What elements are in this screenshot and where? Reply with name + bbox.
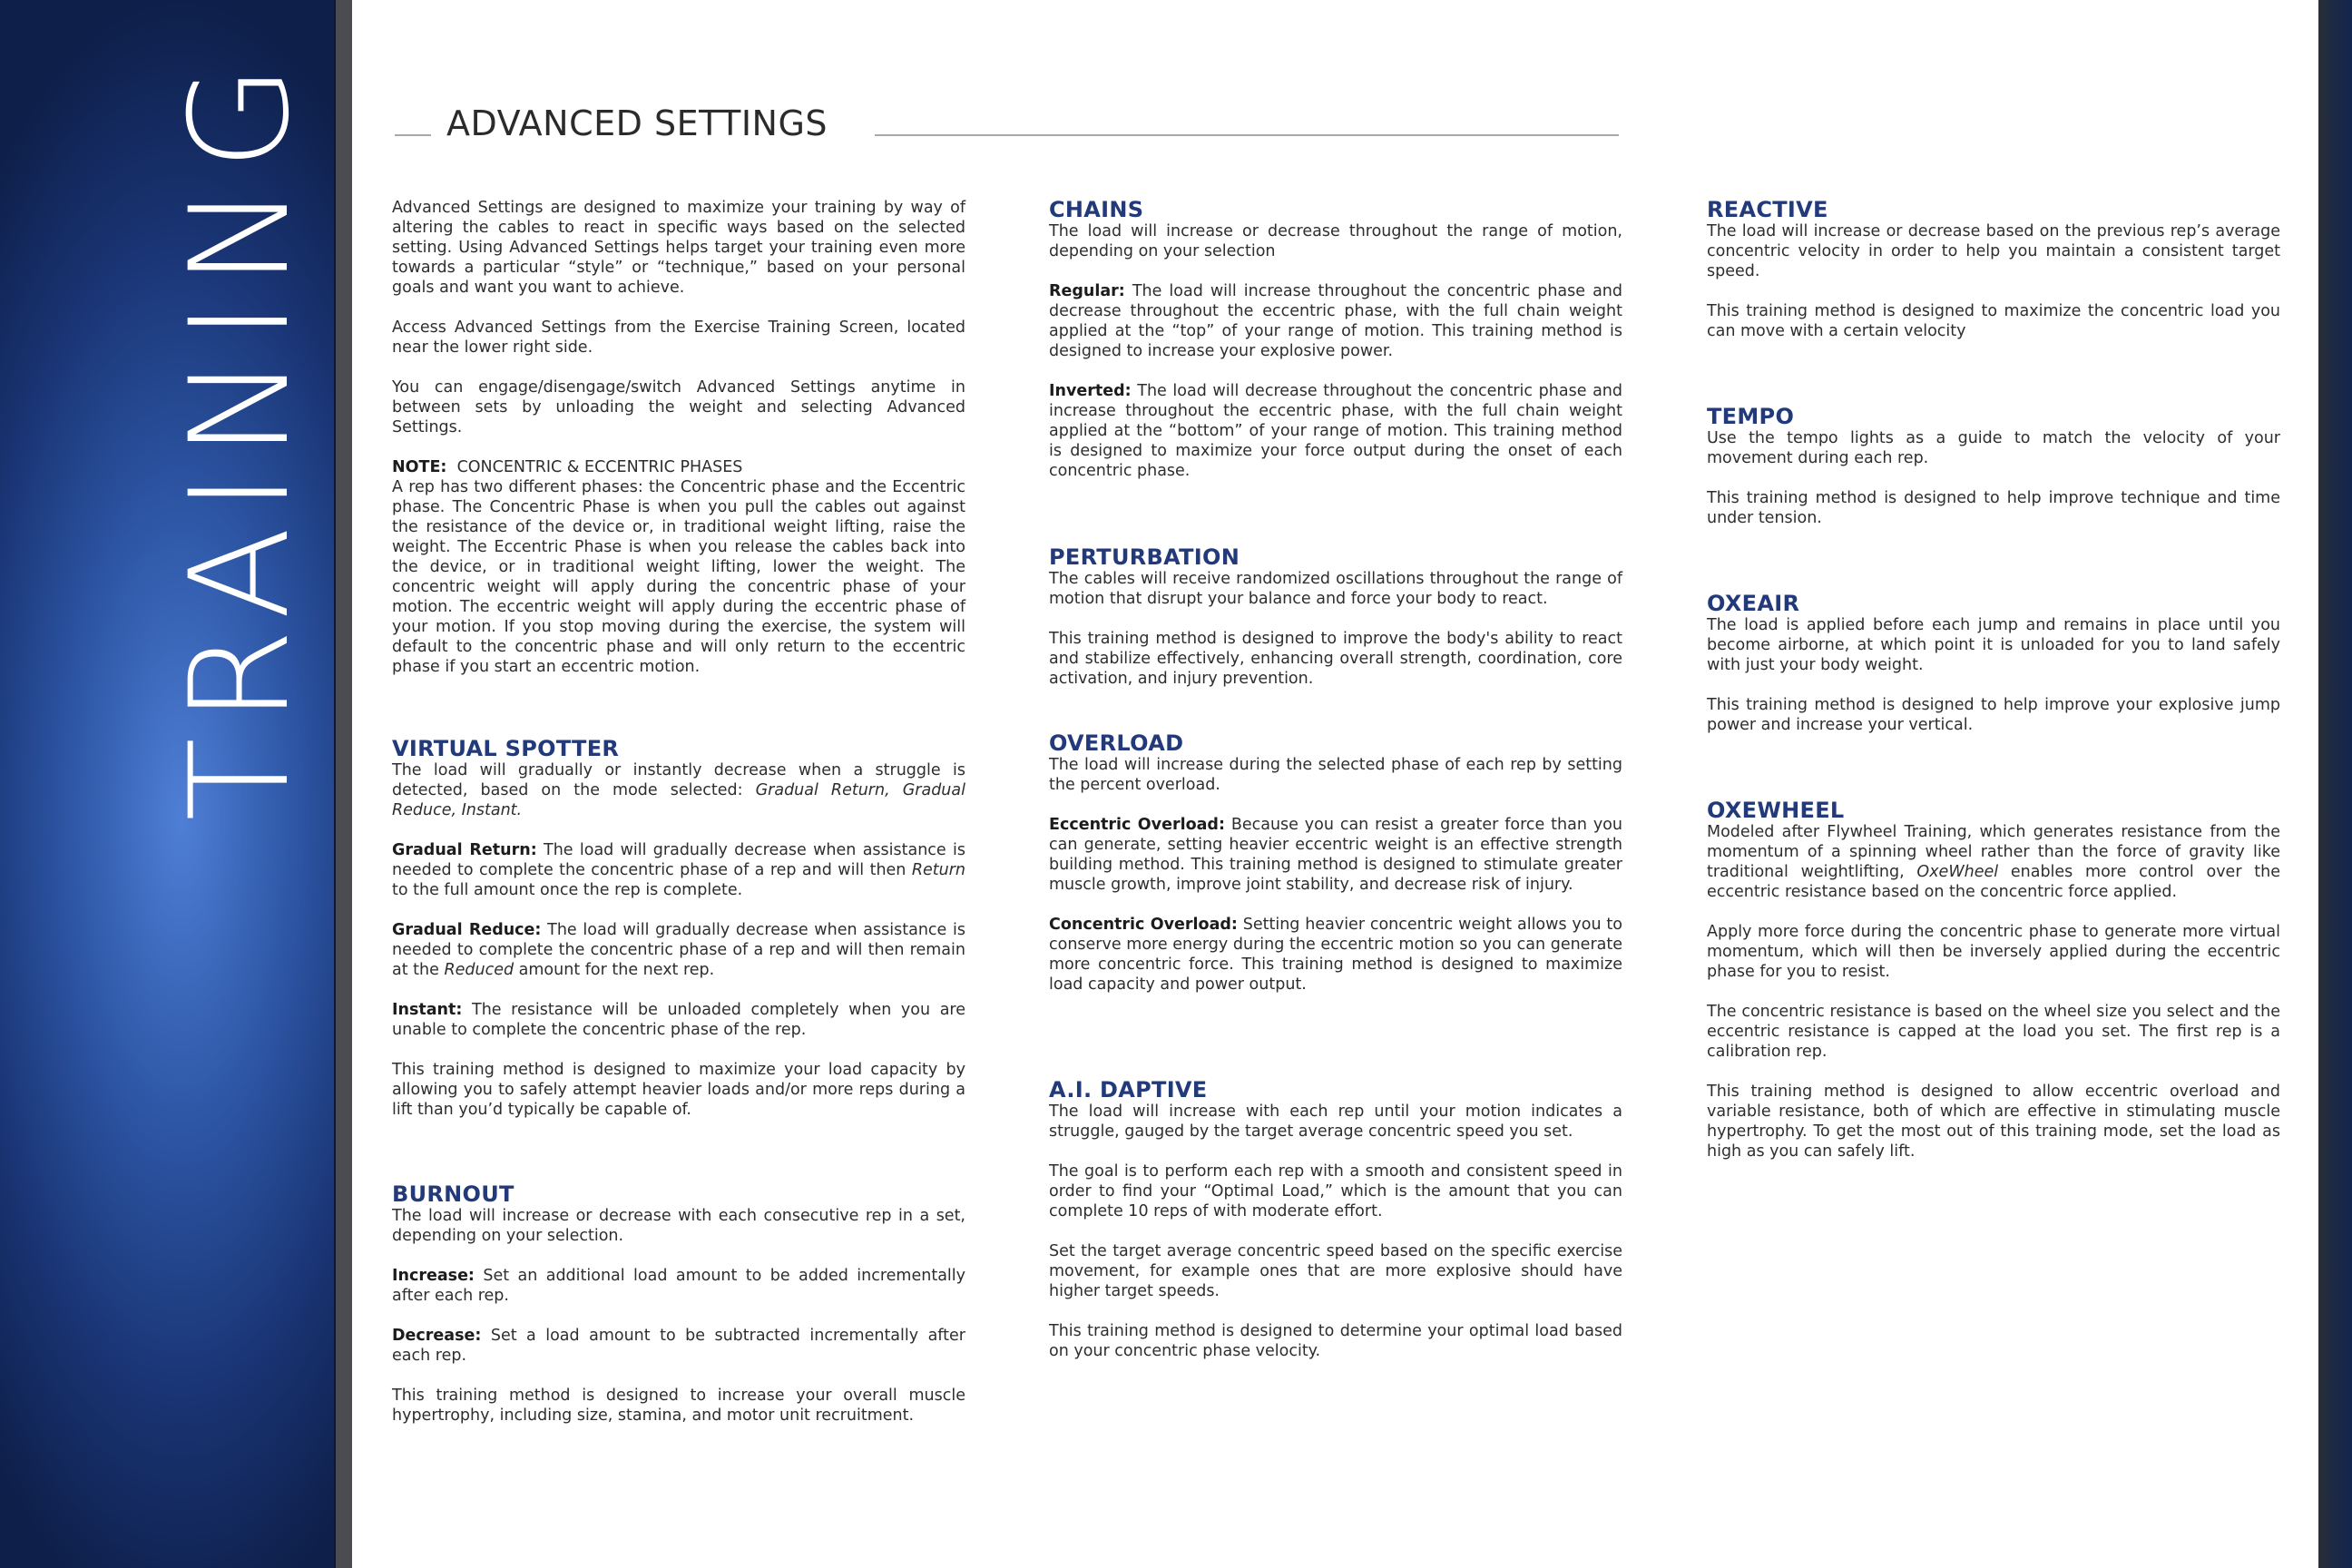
note-body: A rep has two different phases: the Concentric phase and the Eccentric phase. The Concentric Phase is when you pull the cables out against the resistance of the device or, in traditional weight lifting, raise the weight. The Eccentric Phase is when you release the cables back into the device, or in traditional weight lifting, lower the weight. The concentric weight will apply during the concentric phase of your motion. The eccentric weight will apply during the eccentric phase of your motion. If you stop moving during the exercise, the system will default to the concentric phase and will only return to the eccentric phase if you start an eccentric motion.: [392, 478, 965, 676]
header-rule-right: [875, 134, 1619, 136]
virtual-spotter-section: [392, 737, 965, 1120]
overload-section: [1049, 731, 1622, 995]
tempo-intro: Use the tempo lights as a guide to match the velocity of your movement during each rep.: [1707, 429, 2280, 467]
decrease-text: Decrease: Set a load amount to be subtracted incrementally after each rep.: [392, 1327, 965, 1365]
note-heading: [392, 457, 965, 477]
concentric-overload-text: Concentric Overload: Setting heavier concentric weight allows you to conserve more energy during the eccentric motion so you can generate more concentric force. This training method is designed to maximize load capacity and power output.: [1049, 916, 1622, 994]
adaptive-section: [1049, 1078, 1622, 1361]
perturbation-intro: The cables will receive randomized oscillations throughout the range of motion that disrupt your balance and force your body to react.: [1049, 570, 1622, 608]
sidebar-title: TRAINING: [162, 50, 319, 821]
spine-strip: [336, 0, 352, 1568]
gradual-return-text: Gradual Return: The load will gradually decrease when assistance is needed to complete the concentric phase of a rep and will then Return to the full amount once the rep is complete.: [392, 841, 965, 899]
burnout-summary: This training method is designed to increase your overall muscle hypertrophy, including size, stamina, and motor unit recruitment.: [392, 1387, 965, 1425]
oxeair-heading: OXEAIR: [1707, 591, 1800, 616]
chains-intro: The load will increase or decrease throughout the range of motion, depending on your selection: [1049, 222, 1622, 260]
page-title: ADVANCED SETTINGS: [446, 103, 828, 143]
virtual-spotter-heading: VIRTUAL SPOTTER: [392, 736, 620, 761]
chains-section: [1049, 198, 1622, 481]
sidebar-panel: [0, 0, 336, 1568]
burnout-section: [392, 1182, 965, 1426]
gradual-reduce-text: Gradual Reduce: The load will gradually decrease when assistance is needed to complete the concentric phase of a rep and will then remain at the Reduced amount for the next rep.: [392, 921, 965, 979]
adaptive-heading: A.I. DAPTIVE: [1049, 1077, 1208, 1102]
instant-text: Instant: The resistance will be unloaded completely when you are unable to complete the concentric phase of the rep.: [392, 1001, 965, 1039]
reactive-summary: This training method is designed to maximize the concentric load you can move with a certain velocity: [1707, 302, 2280, 340]
tempo-section: [1707, 405, 2280, 528]
tempo-heading: TEMPO: [1707, 404, 1795, 429]
note-label: NOTE:: [392, 458, 447, 476]
reactive-section: [1707, 198, 2280, 341]
adaptive-intro: The load will increase with each rep until your motion indicates a struggle, gauged by the target average concentric speed you set.: [1049, 1102, 1622, 1141]
perturbation-summary: This training method is designed to improve the body's ability to react and stabilize effectively, enhancing overall strength, coordination, core activation, and injury prevention.: [1049, 630, 1622, 688]
oxewheel-section: [1707, 799, 2280, 1161]
adaptive-target: Set the target average concentric speed based on the specific exercise movement, for example ones that are more explosive should have higher target speeds.: [1049, 1242, 1622, 1300]
inverted-text: Inverted: The load will decrease throughout the concentric phase and increase throughout the eccentric phase, with the full chain weight applied at the “bottom” of your range of motion. This training method is designed to maximize your force output during the onset of each concentric phase.: [1049, 382, 1622, 480]
adaptive-summary: This training method is designed to determine your optimal load based on your concentric phase velocity.: [1049, 1322, 1622, 1360]
oxeair-section: [1707, 592, 2280, 735]
chains-heading: CHAINS: [1049, 197, 1144, 222]
reactive-intro: The load will increase or decrease based on the previous rep’s average concentric velocity in order to help you maintain a consistent target speed.: [1707, 222, 2280, 280]
document-page: [352, 0, 2318, 1568]
increase-text: Increase: Set an additional load amount to be added incrementally after each rep.: [392, 1267, 965, 1305]
perturbation-heading: PERTURBATION: [1049, 544, 1240, 570]
oxeair-summary: This training method is designed to help improve your explosive jump power and increase your vertical.: [1707, 696, 2280, 734]
intro-paragraph-3: You can engage/disengage/switch Advanced Settings anytime in between sets by unloading the weight and selecting Advanced Settings.: [392, 378, 965, 436]
intro-paragraph-1: Advanced Settings are designed to maximize your training by way of altering the cables to react in specific ways based on the selected setting. Using Advanced Settings helps target your training even more towards a particular “style” or “technique,” based on your personal goals and want you want to achieve.: [392, 199, 965, 297]
oxewheel-heading: OXEWHEEL: [1707, 798, 1845, 823]
overload-heading: OVERLOAD: [1049, 730, 1184, 756]
note-title: CONCENTRIC & ECCENTRIC PHASES: [456, 458, 743, 476]
oxewheel-intro: Modeled after Flywheel Training, which generates resistance from the momentum of a spinning wheel rather than the force of gravity like traditional weightlifting, OxeWheel enables more control over the eccentric resistance based on the concentric force applied.: [1707, 823, 2280, 901]
eccentric-overload-text: Eccentric Overload: Because you can resist a greater force than you can generate, setting heavier eccentric weight is an effective strength building method. This training method is designed to stimulate greater muscle growth, improve joint stability, and decrease risk of injury.: [1049, 816, 1622, 894]
reactive-heading: REACTIVE: [1707, 197, 1828, 222]
header-rule-left: [395, 134, 431, 136]
perturbation-section: [1049, 545, 1622, 689]
oxeair-intro: The load is applied before each jump and remains in place until you become airborne, at which point it is unloaded for you to land safely with just your body weight.: [1707, 616, 2280, 674]
oxewheel-resistance: The concentric resistance is based on the wheel size you select and the eccentric resistance is capped at the load you set. The first rep is a calibration rep.: [1707, 1003, 2280, 1061]
intro-paragraph-2: Access Advanced Settings from the Exercise Training Screen, located near the lower right side.: [392, 318, 965, 357]
right-edge-panel: [2318, 0, 2352, 1568]
oxewheel-force: Apply more force during the concentric phase to generate more virtual momentum, which will then be inversely applied during the eccentric phase for you to resist.: [1707, 923, 2280, 981]
virtual-spotter-summary: This training method is designed to maximize your load capacity by allowing you to safely attempt heavier loads and/or more reps during a lift than you’d typically be capable of.: [392, 1061, 965, 1119]
adaptive-goal: The goal is to perform each rep with a smooth and consistent speed in order to find your “Optimal Load,” which is the amount that you can complete 10 reps of with moderate effort.: [1049, 1162, 1622, 1220]
intro-section: [392, 198, 965, 677]
tempo-summary: This training method is designed to help improve technique and time under tension.: [1707, 489, 2280, 527]
burnout-heading: BURNOUT: [392, 1181, 514, 1207]
overload-intro: The load will increase during the selected phase of each rep by setting the percent overload.: [1049, 756, 1622, 794]
regular-text: Regular: The load will increase throughout the concentric phase and decrease throughout the eccentric phase, with the full chain weight applied at the “top” of your range of motion. This training method is designed to increase your explosive power.: [1049, 282, 1622, 360]
virtual-spotter-intro: The load will gradually or instantly decrease when a struggle is detected, based on the mode selected: Gradual Return, Gradual Reduce, Instant.: [392, 761, 965, 819]
burnout-intro: The load will increase or decrease with each consecutive rep in a set, depending on your selection.: [392, 1207, 965, 1245]
oxewheel-summary: This training method is designed to allow eccentric overload and variable resistance, both of which are effective in stimulating muscle hypertrophy. To get the most out of this training mode, set the load as high as you can safely lift.: [1707, 1083, 2280, 1161]
